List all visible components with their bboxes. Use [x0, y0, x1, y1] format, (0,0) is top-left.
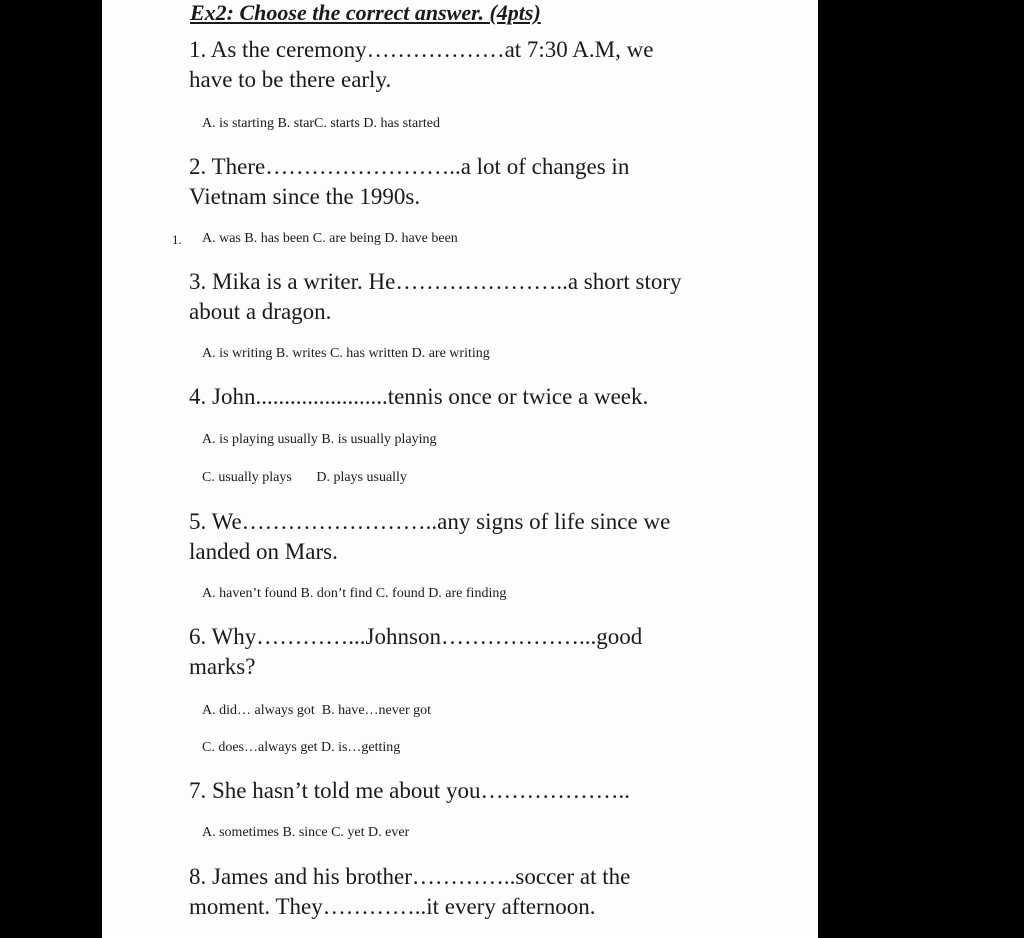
question-line: Vietnam since the 1990s. [189, 184, 421, 209]
question-6 [189, 622, 789, 682]
worksheet-page [102, 0, 818, 938]
question-line: 7. She hasn’t told me about you……………….. [189, 778, 631, 803]
question-7 [189, 776, 789, 806]
question-line: 4. John.......................tennis once or twice a week. [189, 384, 649, 409]
question-4-options: C. usually plays D. plays usually [202, 470, 407, 485]
question-1-options: A. is starting B. starC. starts D. has started [202, 116, 440, 131]
margin-mark: 1. [172, 232, 182, 247]
question-2-options: A. was B. has been C. are being D. have been [202, 231, 458, 246]
question-line: about a dragon. [189, 299, 332, 324]
question-line: 1. As the ceremony………………at 7:30 A.M, we [189, 37, 654, 62]
question-line: have to be there early. [189, 67, 392, 92]
question-6-options: A. did… always got B. have…never got [202, 703, 432, 718]
question-7-options: A. sometimes B. since C. yet D. ever [202, 825, 410, 840]
question-6-options: C. does…always get D. is…getting [202, 740, 401, 755]
question-line: 2. There……………………..a lot of changes in [189, 154, 630, 179]
question-3 [189, 267, 789, 327]
question-line: 8. James and his brother…………..soccer at the [189, 864, 631, 889]
question-2 [189, 152, 789, 212]
question-5-options: A. haven’t found B. don’t find C. found D. are finding [202, 586, 507, 601]
question-line: 5. We……………………..any signs of life since we [189, 509, 671, 534]
question-line: 3. Mika is a writer. He…………………..a short story [189, 269, 682, 294]
question-1 [189, 35, 789, 95]
question-line: moment. They…………..it every afternoon. [189, 894, 596, 919]
question-line: landed on Mars. [189, 539, 338, 564]
question-3-options: A. is writing B. writes C. has written D. are writing [202, 346, 490, 361]
question-8 [189, 862, 789, 922]
question-4 [189, 382, 789, 412]
exercise-title: Ex2: Choose the correct answer. (4pts) [190, 0, 541, 25]
question-line: 6. Why…………...Johnson………………...good [189, 624, 643, 649]
question-5 [189, 507, 789, 567]
question-4-options: A. is playing usually B. is usually playing [202, 432, 437, 447]
question-line: marks? [189, 654, 256, 679]
